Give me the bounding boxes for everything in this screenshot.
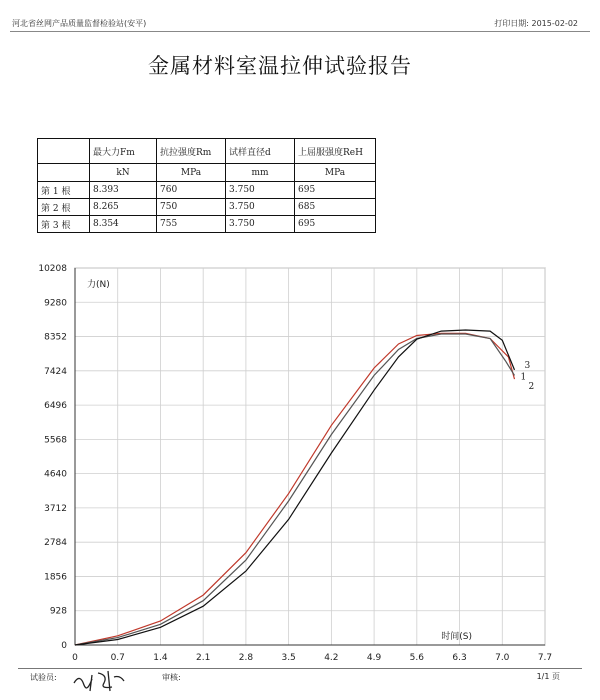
results-table — [37, 138, 376, 233]
table-unit-cell: mm — [226, 164, 295, 182]
org-name: 河北省丝网产品质量监督检验站(安平) — [12, 19, 147, 28]
table-header-row — [38, 139, 376, 164]
y-tick-label: 7424 — [44, 366, 67, 377]
y-tick-label: 4640 — [44, 469, 67, 480]
y-tick-label: 928 — [49, 606, 67, 617]
table-header-cell: 最大力Fm — [90, 139, 157, 164]
x-tick-label: 3.5 — [281, 653, 296, 663]
table-header-cell: 试样直径d — [226, 139, 295, 164]
y-tick-label: 9280 — [44, 298, 67, 309]
table-cell: 8.354 — [90, 216, 157, 233]
y-tick-label: 8352 — [44, 332, 67, 343]
y-tick-label: 2784 — [44, 538, 67, 549]
x-tick-label: 7.7 — [537, 653, 553, 663]
x-tick-label: 5.6 — [409, 653, 424, 663]
force-time-chart — [0, 255, 600, 665]
table-cell: 685 — [295, 199, 376, 216]
table-unit-cell: MPa — [157, 164, 226, 182]
table-row — [38, 182, 376, 199]
table-header-cell: 上屈服强度ReH — [295, 139, 376, 164]
table-header-cell: 抗拉强度Rm — [157, 139, 226, 164]
y-tick-label: 6496 — [44, 401, 67, 412]
series-end-label: 1 — [520, 372, 527, 383]
report-title: 金属材料室温拉伸试验报告 — [148, 54, 412, 78]
header-divider — [10, 31, 590, 32]
y-tick-label: 10208 — [38, 264, 67, 274]
series-line-2 — [75, 333, 515, 645]
x-tick-label: 6.3 — [452, 653, 467, 663]
page-number: 1/1 页 — [536, 672, 560, 681]
signature-mark — [70, 665, 130, 695]
x-tick-label: 4.2 — [324, 653, 339, 663]
x-tick-label: 4.9 — [366, 653, 382, 663]
x-tick-label: 1.4 — [153, 653, 168, 663]
table-units-row — [38, 164, 376, 182]
table-cell: 第 1 根 — [38, 182, 90, 199]
table-cell: 755 — [157, 216, 226, 233]
print-date: 打印日期: 2015-02-02 — [494, 19, 578, 28]
series-line-3 — [75, 330, 515, 645]
table-cell: 8.265 — [90, 199, 157, 216]
table-cell: 3.750 — [226, 199, 295, 216]
x-tick-label: 2.1 — [196, 653, 211, 663]
series-end-label: 3 — [524, 360, 531, 371]
plot-frame — [75, 268, 545, 645]
table-cell: 750 — [157, 199, 226, 216]
table-unit-cell: MPa — [295, 164, 376, 182]
table-cell: 3.750 — [226, 182, 295, 199]
series-end-label: 2 — [528, 382, 535, 393]
x-tick-label: 7.0 — [495, 653, 510, 663]
y-tick-label: 1856 — [44, 572, 67, 583]
x-tick-label: 2.8 — [238, 653, 254, 663]
y-tick-label: 5568 — [44, 435, 67, 446]
series-line-1 — [75, 334, 515, 645]
table-unit-cell — [38, 164, 90, 182]
table-row — [38, 216, 376, 233]
table-cell: 695 — [295, 216, 376, 233]
table-cell: 695 — [295, 182, 376, 199]
table-row — [38, 199, 376, 216]
x-axis-label: 时间(S) — [441, 632, 472, 642]
table-cell: 760 — [157, 182, 226, 199]
table-cell: 第 2 根 — [38, 199, 90, 216]
y-tick-label: 0 — [61, 641, 67, 651]
table-cell: 3.750 — [226, 216, 295, 233]
table-cell: 第 3 根 — [38, 216, 90, 233]
reviewer-label: 审核: — [162, 673, 181, 682]
table-header-cell — [38, 139, 90, 164]
x-tick-label: 0.7 — [110, 653, 125, 663]
tester-label: 试验员: — [30, 673, 57, 682]
x-tick-label: 0 — [72, 653, 78, 663]
y-tick-label: 3712 — [44, 503, 67, 514]
y-axis-label: 力(N) — [87, 280, 110, 290]
table-unit-cell: kN — [90, 164, 157, 182]
table-cell: 8.393 — [90, 182, 157, 199]
